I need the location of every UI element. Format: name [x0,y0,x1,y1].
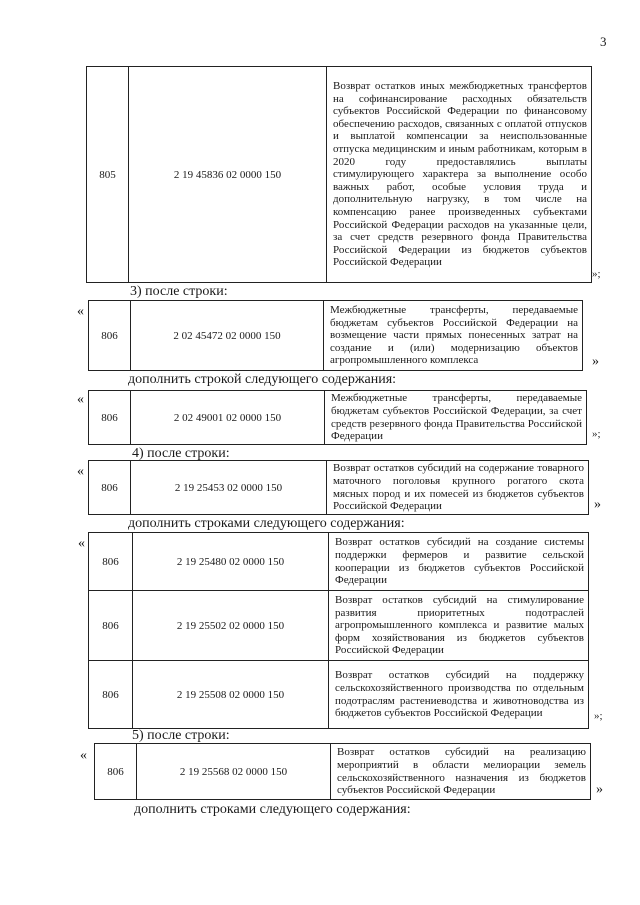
section-heading-5: 5) после строки: [132,728,230,743]
admin-code: 805 [87,67,129,283]
income-description: Межбюджетные трансферты, передаваемые бюджетам субъектов Российской Федерации, за счет средств резервного фонда Правительства Российской Федерации [325,391,587,445]
budget-classification-code: 2 19 45836 02 0000 150 [129,67,327,283]
budget-classification-code: 2 02 49001 02 0000 150 [131,391,325,445]
closing-quote-semicolon: »; [594,710,603,722]
table-row [87,67,592,283]
opening-quote: « [80,748,87,763]
table-806-e [94,743,591,800]
income-description: Возврат остатков субсидий на содержание товарного маточного поголовья крупного рогатого скота мясных пород и их помесей из бюджетов субъектов Российской Федерации [327,461,589,515]
section-heading-4: 4) после строки: [132,446,230,461]
income-description: Возврат остатков субсидий на поддержку сельскохозяйственного производства по отдельным подотраслям растениеводства и животноводства из бюджетов субъектов Российской Федерации [329,661,589,729]
table-806-a [88,300,583,371]
add-rows-heading-2: дополнить строками следующего содержания: [134,802,411,817]
table-805 [86,66,592,283]
table-806-d [88,532,589,729]
budget-classification-code: 2 19 25453 02 0000 150 [131,461,327,515]
opening-quote: « [77,304,84,319]
budget-classification-code: 2 02 45472 02 0000 150 [131,301,324,371]
closing-quote-semicolon: »; [592,268,601,280]
income-description: Возврат остатков субсидий на стимулирование развития приоритетных подотраслей агропромышленного комплекса и развитие малых форм хозяйствования из бюджетов субъектов Российской Федерации [329,591,589,661]
admin-code: 806 [89,391,131,445]
admin-code: 806 [95,744,137,800]
budget-classification-code: 2 19 25480 02 0000 150 [133,533,329,591]
page-number: 3 [600,34,607,49]
table-row [89,391,587,445]
income-description: Межбюджетные трансферты, передаваемые бюджетам субъектов Российской Федерации на возмещение части прямых понесенных затрат на создание и (или) модернизацию объектов агропромышленного комплекса [324,301,583,371]
income-description: Возврат остатков субсидий на реализацию мероприятий в области мелиорации земель сельскохозяйственного назначения из бюджетов субъектов Российской Федерации [331,744,591,800]
table-row [89,461,589,515]
income-description: Возврат остатков субсидий на создание системы поддержки фермеров и развитие сельской кооперации из бюджетов субъектов Российской Федерации [329,533,589,591]
admin-code: 806 [89,461,131,515]
closing-quote: » [592,354,599,369]
budget-classification-code: 2 19 25568 02 0000 150 [137,744,331,800]
income-description: Возврат остатков иных межбюджетных трансфертов на софинансирование расходных обязательств субъектов Российской Федерации по финансовому обеспечению расходов, связанных с оплатой отпусков и выплатой компенсации за неиспользованные отпуска медицинским и иным работникам, которым в 2020 году предоставлялись выплаты стимулирующего характера за выполнение особо важных работ, особые условия труда и дополнительную нагрузку, в том числе на компенсацию ранее произведенных субъектами Российской Федерации расходов на указанные цели, за счет средств резервного фонда Правительства Российской Федерации из бюджетов субъектов Российской Федерации [327,67,592,283]
budget-classification-code: 2 19 25502 02 0000 150 [133,591,329,661]
opening-quote: « [77,464,84,479]
table-806-b [88,390,587,445]
section-heading-3: 3) после строки: [130,284,228,299]
admin-code: 806 [89,301,131,371]
budget-classification-code: 2 19 25508 02 0000 150 [133,661,329,729]
closing-quote: » [594,497,601,512]
add-rows-heading-1: дополнить строками следующего содержания: [128,516,405,531]
table-806-c [88,460,589,515]
table-row [89,661,589,729]
closing-quote: » [596,782,603,797]
admin-code: 806 [89,661,133,729]
table-row [89,301,583,371]
opening-quote: « [78,536,85,551]
table-row [95,744,591,800]
add-row-heading: дополнить строкой следующего содержания: [128,372,397,387]
table-row [89,591,589,661]
admin-code: 806 [89,533,133,591]
closing-quote-semicolon: »; [592,428,601,440]
admin-code: 806 [89,591,133,661]
opening-quote: « [77,392,84,407]
table-row [89,533,589,591]
